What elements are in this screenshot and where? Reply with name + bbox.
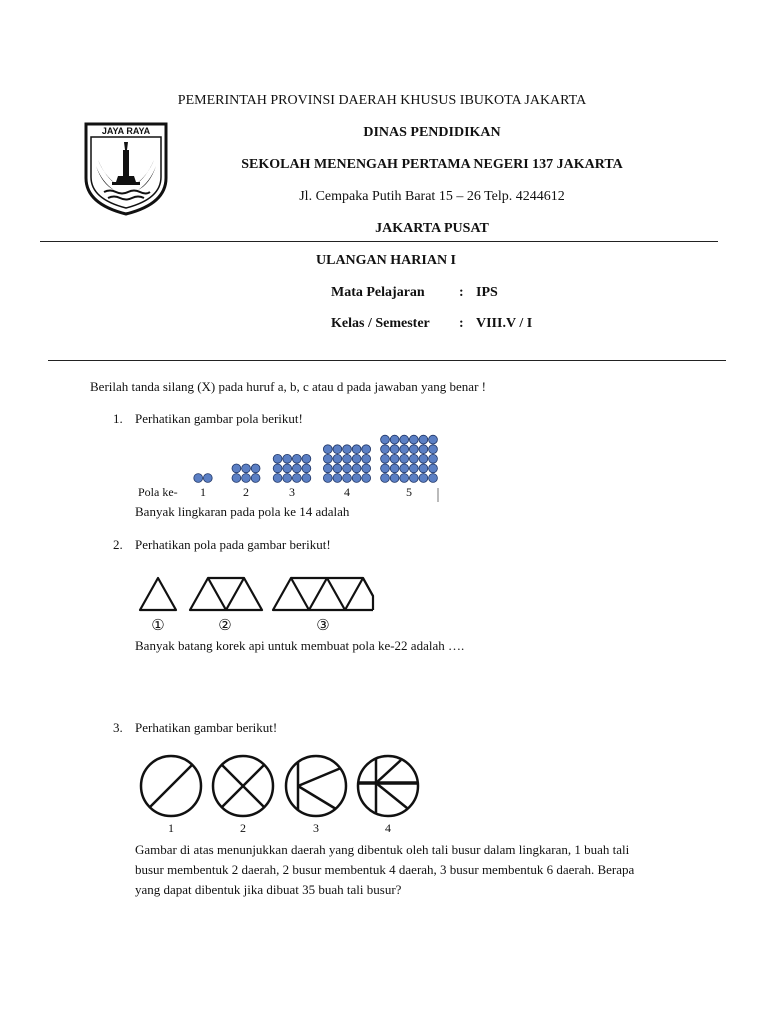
question-3-number: 3. xyxy=(113,720,123,735)
pattern-5-dot xyxy=(400,435,409,444)
subject-colon: : xyxy=(459,285,464,300)
chord-label-4: 4 xyxy=(385,821,391,835)
header-address: Jl. Cempaka Putih Barat 15 – 26 Telp. 4244612 xyxy=(299,189,565,204)
pattern-5-dot xyxy=(390,474,399,483)
pattern-label-1: 1 xyxy=(200,485,206,499)
pattern-label-2: 2 xyxy=(243,485,249,499)
pattern-4-dot xyxy=(343,464,352,473)
pattern-3-dot xyxy=(302,464,311,473)
pattern-3-dot xyxy=(302,454,311,463)
circle-chords-figure xyxy=(136,748,426,838)
pattern-2-dot xyxy=(232,464,241,473)
pattern-5-dot xyxy=(429,474,438,483)
subject-label: Mata Pelajaran xyxy=(331,285,425,300)
pattern-label-3: 3 xyxy=(289,485,295,499)
pattern-4-dot xyxy=(333,445,342,454)
pattern-label-5: 5 xyxy=(406,485,412,499)
pattern-4-dot xyxy=(362,445,371,454)
question-2-number: 2. xyxy=(113,537,123,552)
pattern-5-dot xyxy=(409,464,418,473)
pattern-4-dot xyxy=(352,445,361,454)
pattern-4-dot xyxy=(323,445,332,454)
pattern-5-dot xyxy=(400,445,409,454)
pattern-5-dot xyxy=(419,445,428,454)
pattern-5-dot xyxy=(419,474,428,483)
matchstick-triangle-figure xyxy=(130,570,390,634)
pattern-5-dot xyxy=(381,435,390,444)
pattern-label-4: 4 xyxy=(344,485,350,499)
matchstick-label-3: ③ xyxy=(316,618,330,634)
pattern-5-dot xyxy=(419,464,428,473)
pattern-5-dot xyxy=(429,454,438,463)
pattern-2-dot xyxy=(242,474,251,483)
header-divider xyxy=(40,241,718,242)
question-3-prompt: Perhatikan gambar berikut! xyxy=(135,720,278,735)
pattern-5-dot xyxy=(390,454,399,463)
pattern-2-dot xyxy=(251,474,260,483)
pattern-3-dot xyxy=(283,454,292,463)
pattern-2-dot xyxy=(232,474,241,483)
pattern-5-dot xyxy=(400,464,409,473)
instruction-text: Berilah tanda silang (X) pada huruf a, b, c atau d pada jawaban yang benar ! xyxy=(90,379,486,394)
logo-text: JAYA RAYA xyxy=(101,126,151,136)
header-city: JAKARTA PUSAT xyxy=(375,221,489,236)
pattern-4-dot xyxy=(333,454,342,463)
pattern-2-dot xyxy=(251,464,260,473)
pattern-5-dot xyxy=(429,464,438,473)
question-2-text: Banyak batang korek api untuk membuat pola ke-22 adalah …. xyxy=(135,638,465,653)
pattern-3-dot xyxy=(292,454,301,463)
exam-title: ULANGAN HARIAN I xyxy=(316,253,457,268)
pattern-5-dot xyxy=(381,474,390,483)
pattern-5-dot xyxy=(381,454,390,463)
pattern-5-dot xyxy=(409,445,418,454)
pattern-5-dot xyxy=(419,454,428,463)
question-1-number: 1. xyxy=(113,411,123,426)
pattern-5-dot xyxy=(409,474,418,483)
pattern-4-dot xyxy=(362,474,371,483)
question-2-prompt: Perhatikan pola pada gambar berikut! xyxy=(135,537,331,552)
matchstick-label-1: ① xyxy=(151,618,165,634)
class-colon: : xyxy=(459,316,464,331)
pattern-5-dot xyxy=(400,454,409,463)
pattern-5-dot xyxy=(409,454,418,463)
pattern-1-dot xyxy=(203,474,212,483)
pattern-4-dot xyxy=(352,464,361,473)
matchstick-label-2: ② xyxy=(218,618,232,634)
header-government: PEMERINTAH PROVINSI DAERAH KHUSUS IBUKOTA JAKARTA xyxy=(177,93,587,108)
pattern-3-dot xyxy=(273,464,282,473)
pattern-2-dot xyxy=(242,464,251,473)
pattern-4-dot xyxy=(362,454,371,463)
pattern-5-dot xyxy=(381,464,390,473)
question-3-text-line-2: busur membentuk 2 daerah, 2 busur membentuk 4 daerah, 3 busur membentuk 6 daerah. Berapa xyxy=(135,862,635,877)
pattern-5-dot xyxy=(419,435,428,444)
pattern-5-dot xyxy=(390,435,399,444)
pattern-1-dot xyxy=(194,474,203,483)
chord-label-1: 1 xyxy=(168,821,174,835)
pattern-4-dot xyxy=(343,474,352,483)
info-divider xyxy=(48,360,726,361)
circle-pattern-figure xyxy=(130,430,450,506)
pattern-5-dot xyxy=(390,445,399,454)
header-school: SEKOLAH MENENGAH PERTAMA NEGERI 137 JAKARTA xyxy=(241,157,623,172)
pattern-4-dot xyxy=(333,474,342,483)
pattern-4-dot xyxy=(362,464,371,473)
pattern-5-dot xyxy=(390,464,399,473)
pattern-4-dot xyxy=(343,454,352,463)
pattern-3-dot xyxy=(302,474,311,483)
pattern-5-dot xyxy=(400,474,409,483)
question-1-prompt: Perhatikan gambar pola berikut! xyxy=(135,411,303,426)
pattern-4-dot xyxy=(352,474,361,483)
pattern-5-dot xyxy=(429,435,438,444)
pattern-4-dot xyxy=(323,474,332,483)
pattern-5-dot xyxy=(409,435,418,444)
question-1-text: Banyak lingkaran pada pola ke 14 adalah xyxy=(135,504,350,519)
pattern-4-dot xyxy=(352,454,361,463)
header-department: DINAS PENDIDIKAN xyxy=(363,125,501,140)
pattern-3-dot xyxy=(292,474,301,483)
pattern-3-dot xyxy=(273,454,282,463)
pattern-prefix-label: Pola ke- xyxy=(138,485,178,499)
class-label: Kelas / Semester xyxy=(331,316,430,331)
pattern-4-dot xyxy=(323,464,332,473)
question-3-text-line-1: Gambar di atas menunjukkan daerah yang dibentuk oleh tali busur dalam lingkaran, 1 buah tali xyxy=(135,842,630,857)
class-value: VIII.V / I xyxy=(476,316,533,331)
pattern-3-dot xyxy=(283,474,292,483)
question-3-text-line-3: yang dapat dibentuk jika dibuat 35 buah tali busur? xyxy=(135,882,402,897)
subject-value: IPS xyxy=(476,285,498,300)
pattern-5-dot xyxy=(381,445,390,454)
pattern-4-dot xyxy=(343,445,352,454)
pattern-4-dot xyxy=(323,454,332,463)
pattern-5-dot xyxy=(429,445,438,454)
pattern-3-dot xyxy=(273,474,282,483)
chord-label-3: 3 xyxy=(313,821,319,835)
pattern-3-dot xyxy=(292,464,301,473)
pattern-4-dot xyxy=(333,464,342,473)
pattern-3-dot xyxy=(283,464,292,473)
chord-label-2: 2 xyxy=(240,821,246,835)
